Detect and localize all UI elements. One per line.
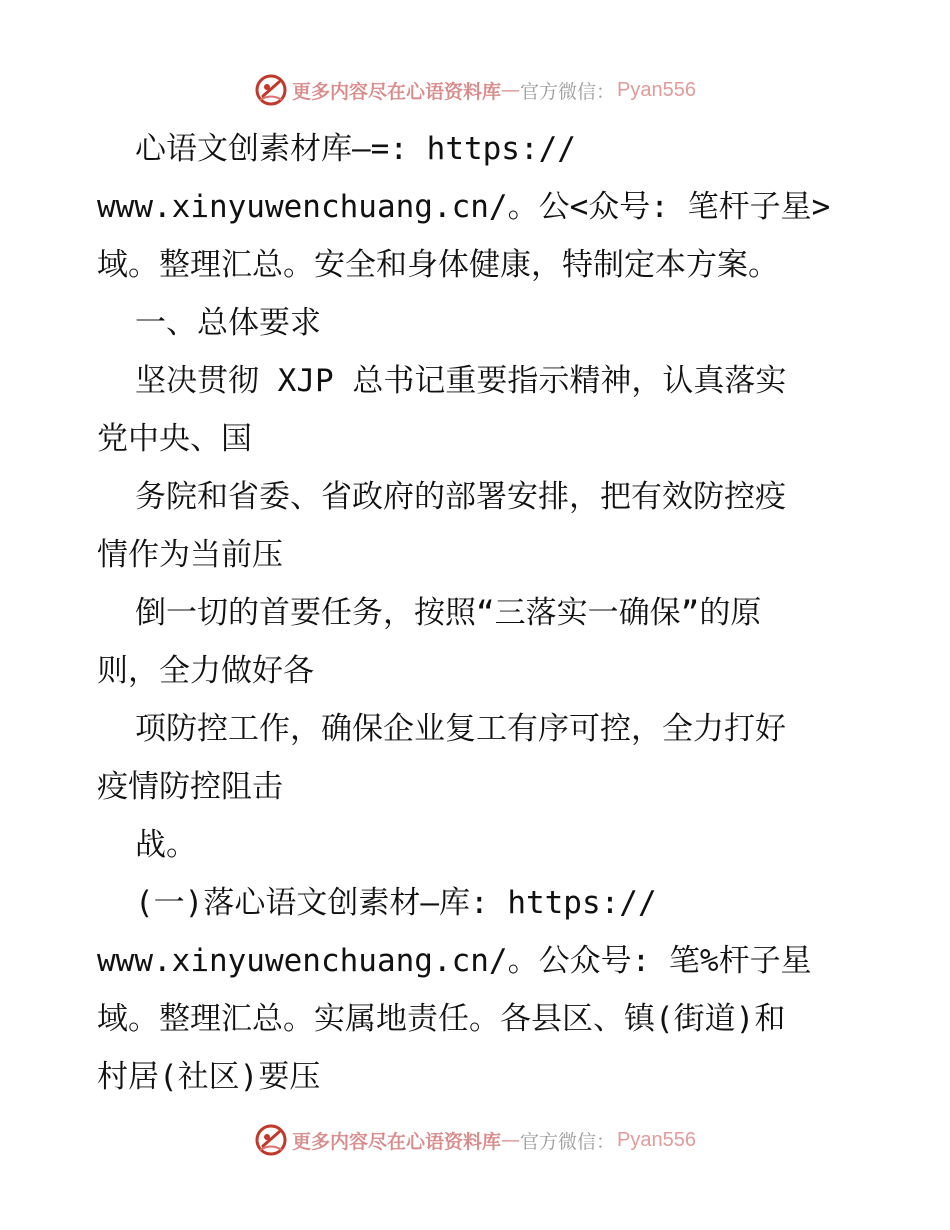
text-line: 战。: [135, 827, 197, 863]
text-line: 党中央、国: [97, 421, 252, 457]
text-line: 项防控工作，确保企业复工有序可控，全力打好: [135, 711, 786, 747]
document-body: [97, 120, 877, 1106]
text-line: 坚决贯彻 XJP 总书记重要指示精神，认真落实: [135, 363, 787, 399]
text-line: 则，全力做好各: [97, 653, 314, 689]
banner-dash: —: [501, 1129, 521, 1151]
banner-wechat-id: Pyan556: [617, 1128, 696, 1151]
banner-promo-text: 更多内容尽在心语资料库: [292, 80, 502, 103]
brand-logo-icon: [254, 73, 288, 107]
section-heading: 一、总体要求: [135, 305, 321, 341]
banner-wechat-label: 官方微信：: [520, 1130, 616, 1153]
footer-banner: [0, 1120, 950, 1160]
text-line: 疫情防控阻击: [97, 769, 283, 805]
text-line: www.xinyuwenchuang.cn/。公众号: 笔%杆子星: [97, 943, 812, 979]
banner-promo-text: 更多内容尽在心语资料库: [292, 1130, 502, 1153]
text-line: 务院和省委、省政府的部署安排，把有效防控疫: [135, 479, 786, 515]
banner-dash: —: [501, 79, 521, 101]
text-line: www.xinyuwenchuang.cn/。公<众号: 笔杆子星>: [97, 189, 831, 225]
banner-wechat-label: 官方微信：: [520, 80, 616, 103]
subsection-heading: (一)落心语文创素材—库: https://: [135, 885, 657, 921]
header-banner: [0, 70, 950, 110]
text-line: 心语文创素材库—=: https://: [135, 131, 576, 167]
text-line: 域。整理汇总。实属地责任。各县区、镇(街道)和: [97, 1001, 786, 1037]
text-line: 情作为当前压: [97, 537, 283, 573]
text-line: 倒一切的首要任务，按照“三落实一确保”的原: [135, 595, 762, 631]
text-line: 村居(社区)要压: [97, 1059, 321, 1095]
brand-logo-icon: [254, 1123, 288, 1157]
banner-wechat-id: Pyan556: [617, 78, 696, 101]
text-line: 域。整理汇总。安全和身体健康，特制定本方案。: [97, 247, 779, 283]
